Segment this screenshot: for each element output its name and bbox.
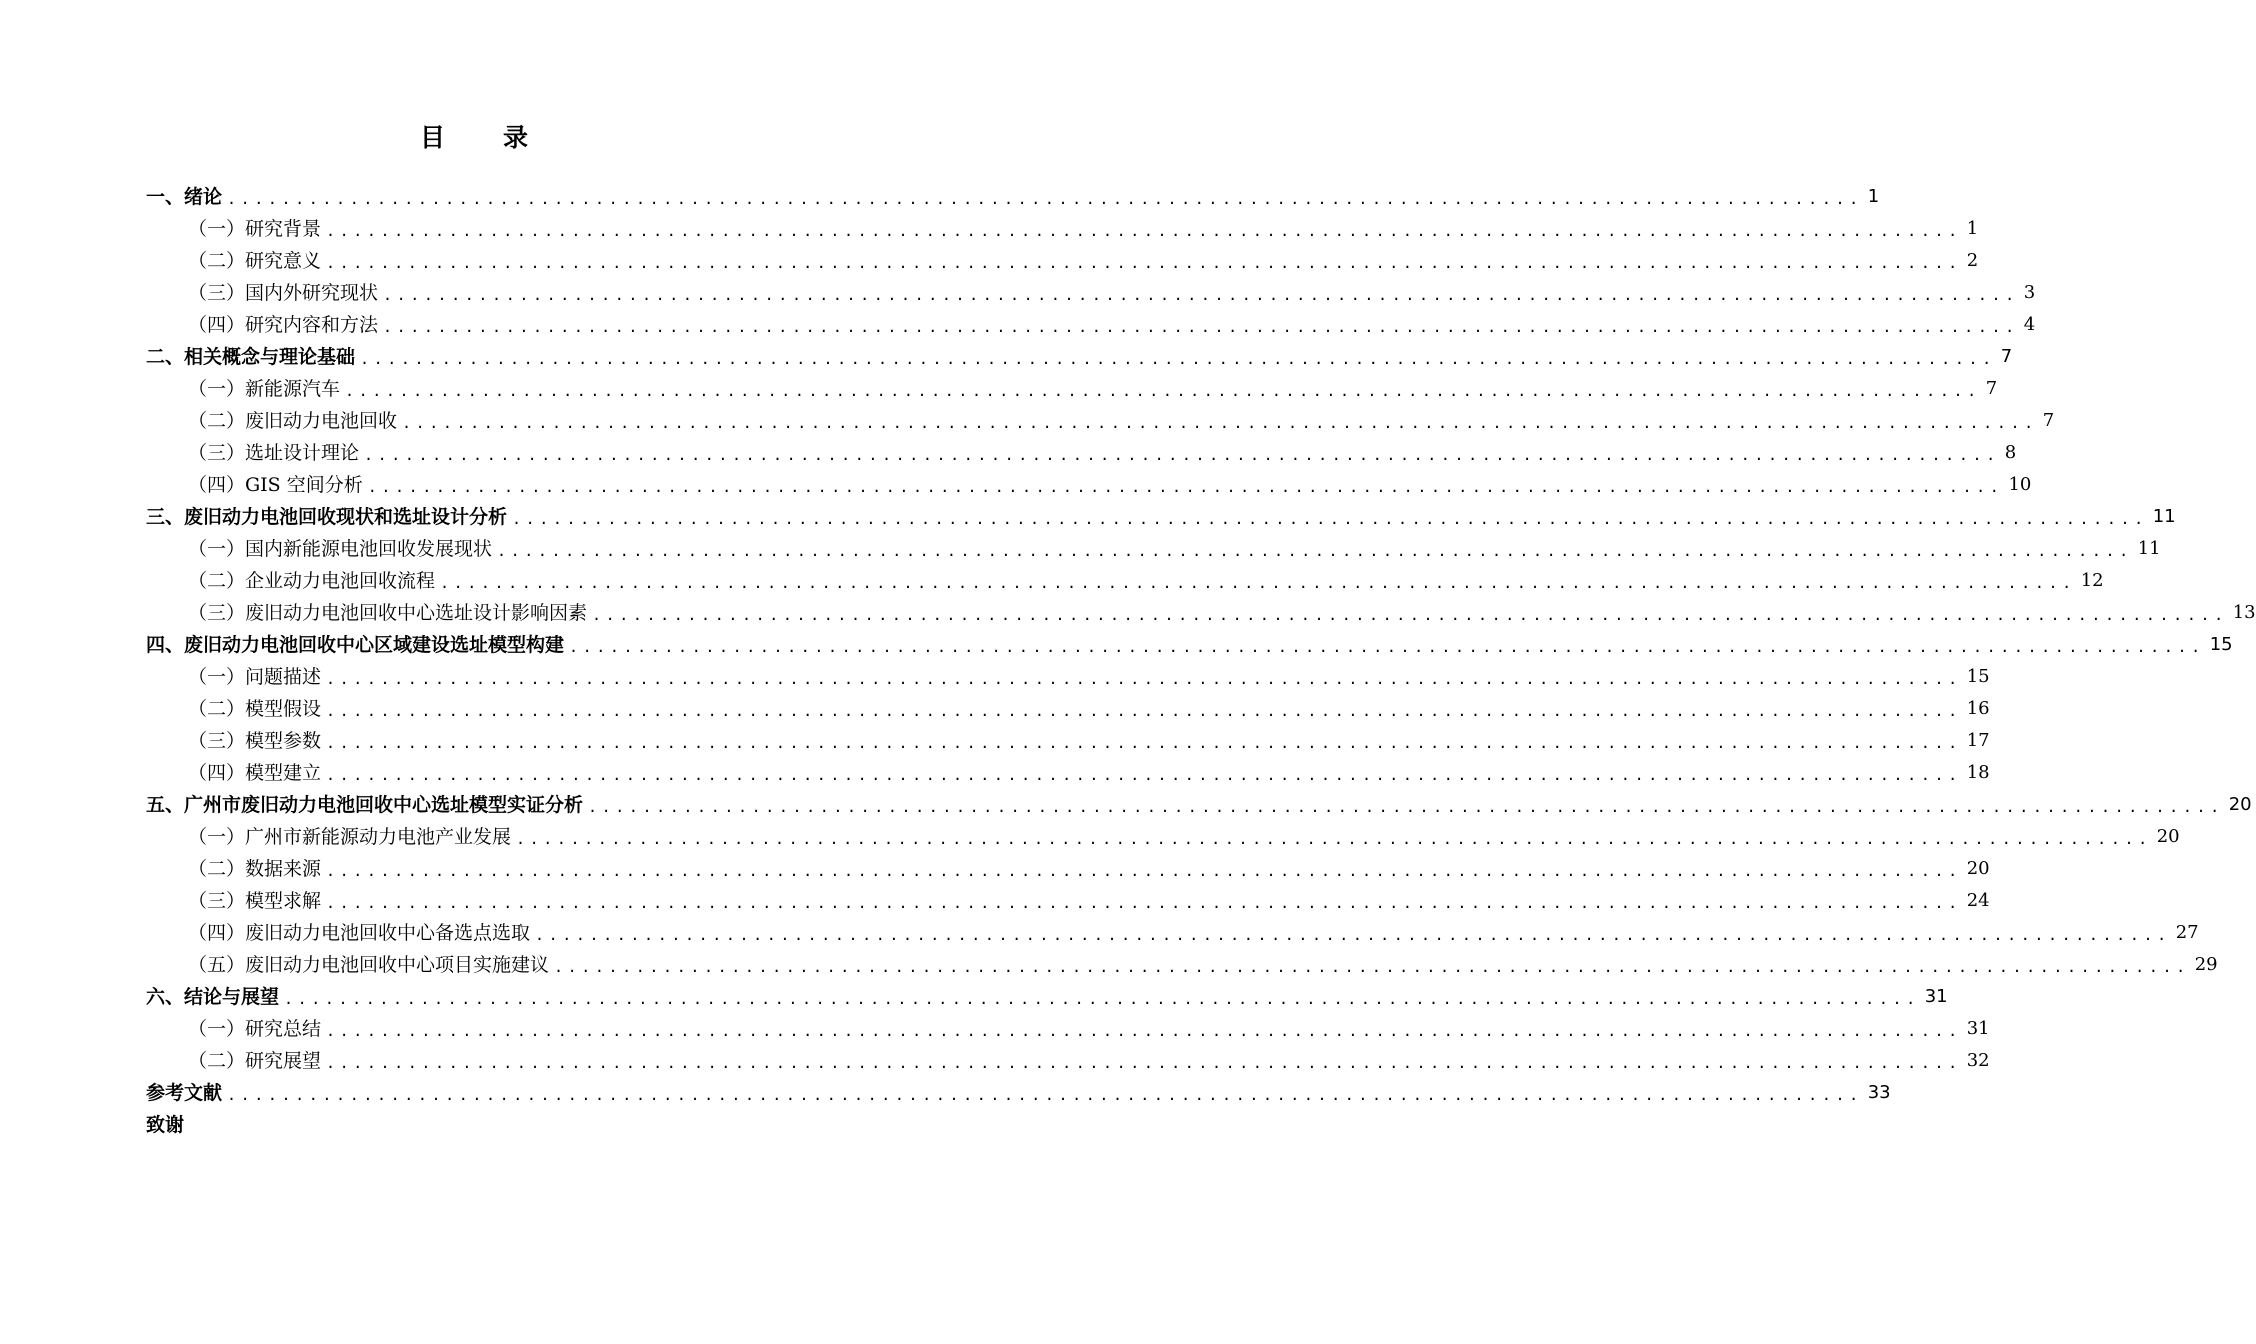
toc-page-number: 18 [1966,762,1990,783]
toc-entry-label: （一）问题描述 [188,666,322,688]
toc-dot-leader: ........................................................................................................................ [588,798,2224,816]
toc-section-entry[interactable] [146,309,2036,341]
toc-dot-leader: ........................................................................................................................ [326,702,1962,720]
toc-dot-leader: ........................................................................................................................ [227,190,1863,208]
toc-page-number: 11 [2152,506,2176,527]
toc-page-number: 15 [2209,634,2233,655]
toc-dot-leader: ........................................................................................................................ [326,1022,1962,1040]
toc-dot-leader: ........................................................................................................................ [592,606,2228,624]
toc-dot-leader: ........................................................................................................................ [497,542,2133,560]
toc-chapter-entry[interactable] [146,629,2233,661]
toc-dot-leader: ........................................................................................................................ [326,894,1962,912]
toc-entry-label: （二）数据来源 [188,858,322,880]
toc-page-number: 20 [2228,794,2252,815]
toc-dot-leader: ........................................................................................................................ [326,670,1962,688]
toc-page-number: 10 [2008,474,2032,495]
toc-entry-label: （二）研究意义 [188,250,322,272]
toc-section-entry[interactable] [146,213,1979,245]
toc-page-number: 1 [1966,218,1979,239]
toc-page-number: 24 [1966,890,1990,911]
toc-dot-leader: ........................................................................................................................ [326,254,1962,272]
toc-page-number: 12 [2080,570,2104,591]
toc-entry-label: （三）国内外研究现状 [188,282,379,304]
toc-dot-leader: ........................................................................................................................ [440,574,2076,592]
toc-page-number: 27 [2175,922,2199,943]
toc-page-number: 32 [1966,1050,1990,1071]
toc-chapter-entry[interactable] [146,181,1880,213]
toc-title-right: 录 [503,123,531,152]
toc-section-entry[interactable] [146,469,2032,501]
toc-entry-label: （三）模型参数 [188,730,322,752]
toc-entry-label: （三）废旧动力电池回收中心选址设计影响因素 [188,602,588,624]
toc-page-number: 15 [1966,666,1990,687]
toc-dot-leader: ........................................................................................................................ [512,510,2148,528]
toc-entry-label: 二、相关概念与理论基础 [146,346,356,368]
toc-entry-label: 四、废旧动力电池回收中心区域建设选址模型构建 [146,634,565,656]
toc-page-number: 29 [2194,954,2218,975]
toc-chapter-entry[interactable] [146,981,1948,1013]
toc-section-entry[interactable] [146,725,1990,757]
toc-section-entry[interactable] [146,949,2218,981]
toc-page-number: 31 [1924,986,1948,1007]
toc-page-number: 7 [2042,410,2055,431]
toc-chapter-entry[interactable] [146,341,2013,373]
toc-title [0,118,950,154]
toc-page-number: 13 [2232,602,2256,623]
toc-dot-leader: ........................................................................................................................ [360,350,1996,368]
toc-page-number: 11 [2137,538,2161,559]
toc-page-number: 33 [1867,1082,1891,1103]
toc-entry-label: （四）废旧动力电池回收中心备选点选取 [188,922,531,944]
toc-section-entry[interactable] [146,693,1990,725]
toc-page-number: 20 [2156,826,2180,847]
toc-page-number: 7 [2000,346,2013,367]
toc-dot-leader: ........................................................................................................................ [326,862,1962,880]
toc-entry-label: （五）废旧动力电池回收中心项目实施建议 [188,954,550,976]
toc-title-left: 目 [419,123,447,152]
toc-chapter-entry[interactable] [146,1077,1891,1109]
toc-dot-leader: ........................................................................................................................ [383,286,2019,304]
toc-dot-leader: ........................................................................................................................ [535,926,2171,944]
toc-dot-leader: ........................................................................................................................ [326,222,1962,240]
toc-entry-label: （三）模型求解 [188,890,322,912]
toc-dot-leader: ........................................................................................................................ [364,446,2000,464]
toc-entry-label: （四）研究内容和方法 [188,314,379,336]
toc-entry-label: （四）模型建立 [188,762,322,784]
toc-section-entry[interactable] [146,373,1998,405]
toc-entry-label: （四）GIS 空间分析 [188,474,363,496]
toc-section-entry[interactable] [146,885,1990,917]
toc-entry-label: （三）选址设计理论 [188,442,360,464]
toc-entry-label: 致谢 [146,1114,185,1136]
toc-section-entry[interactable] [146,245,1979,277]
table-of-contents [146,181,2256,1141]
toc-section-entry[interactable] [146,821,2180,853]
toc-dot-leader: ........................................................................................................................ [516,830,2152,848]
toc-dot-leader: ........................................................................................................................ [569,638,2205,656]
toc-entry-label: 参考文献 [146,1082,223,1104]
toc-page-number: 8 [2004,442,2017,463]
toc-page-number: 7 [1985,378,1998,399]
toc-dot-leader: ........................................................................................................................ [345,382,1981,400]
toc-page-number: 1 [1867,186,1880,207]
toc-page-number: 3 [2023,282,2036,303]
toc-page-number: 4 [2023,314,2036,335]
toc-section-entry[interactable] [146,533,2161,565]
toc-dot-leader: ........................................................................................................................ [326,734,1962,752]
toc-entry-label: 三、废旧动力电池回收现状和选址设计分析 [146,506,508,528]
toc-entry-label: （一）广州市新能源动力电池产业发展 [188,826,512,848]
toc-entry-label: （一）国内新能源电池回收发展现状 [188,538,493,560]
toc-section-entry[interactable] [146,757,1990,789]
toc-chapter-entry[interactable] [146,789,2252,821]
toc-entry-label: 六、结论与展望 [146,986,280,1008]
toc-section-entry[interactable] [146,597,2256,629]
toc-section-entry[interactable] [146,1045,1990,1077]
toc-dot-leader: ........................................................................................................................ [326,766,1962,784]
toc-section-entry[interactable] [146,565,2104,597]
toc-section-entry[interactable] [146,1013,1990,1045]
toc-entry-label: （二）研究展望 [188,1050,322,1072]
toc-page-number: 16 [1966,698,1990,719]
toc-page-number: 31 [1966,1018,1990,1039]
toc-entry-label: （一）新能源汽车 [188,378,341,400]
toc-section-entry[interactable] [146,917,2199,949]
toc-chapter-entry[interactable] [146,501,2176,533]
toc-dot-leader: ........................................................................................................................ [284,990,1920,1008]
toc-entry-label: 一、绪论 [146,186,223,208]
toc-entry-label: （一）研究总结 [188,1018,322,1040]
toc-entry-label: （一）研究背景 [188,218,322,240]
toc-entry-label: （二）企业动力电池回收流程 [188,570,436,592]
toc-page-number: 2 [1966,250,1979,271]
toc-entry-label: （二）废旧动力电池回收 [188,410,398,432]
toc-section-entry[interactable] [146,277,2036,309]
toc-dot-leader: ........................................................................................................................ [554,958,2190,976]
toc-entry-label: （二）模型假设 [188,698,322,720]
toc-entry-label: 五、广州市废旧动力电池回收中心选址模型实证分析 [146,794,584,816]
toc-page-number: 17 [1966,730,1990,751]
toc-section-entry[interactable] [146,437,2017,469]
toc-section-entry[interactable] [146,405,2055,437]
toc-chapter-entry[interactable] [146,1109,806,1141]
toc-page-number: 20 [1966,858,1990,879]
toc-dot-leader: ........................................................................................................................ [326,1054,1962,1072]
toc-section-entry[interactable] [146,661,1990,693]
toc-dot-leader: ........................................................................................................................ [402,414,2038,432]
toc-dot-leader: ........................................................................................................................ [367,478,2004,496]
toc-section-entry[interactable] [146,853,1990,885]
toc-dot-leader: ........................................................................................................................ [227,1086,1863,1104]
toc-dot-leader: ........................................................................................................................ [383,318,2019,336]
